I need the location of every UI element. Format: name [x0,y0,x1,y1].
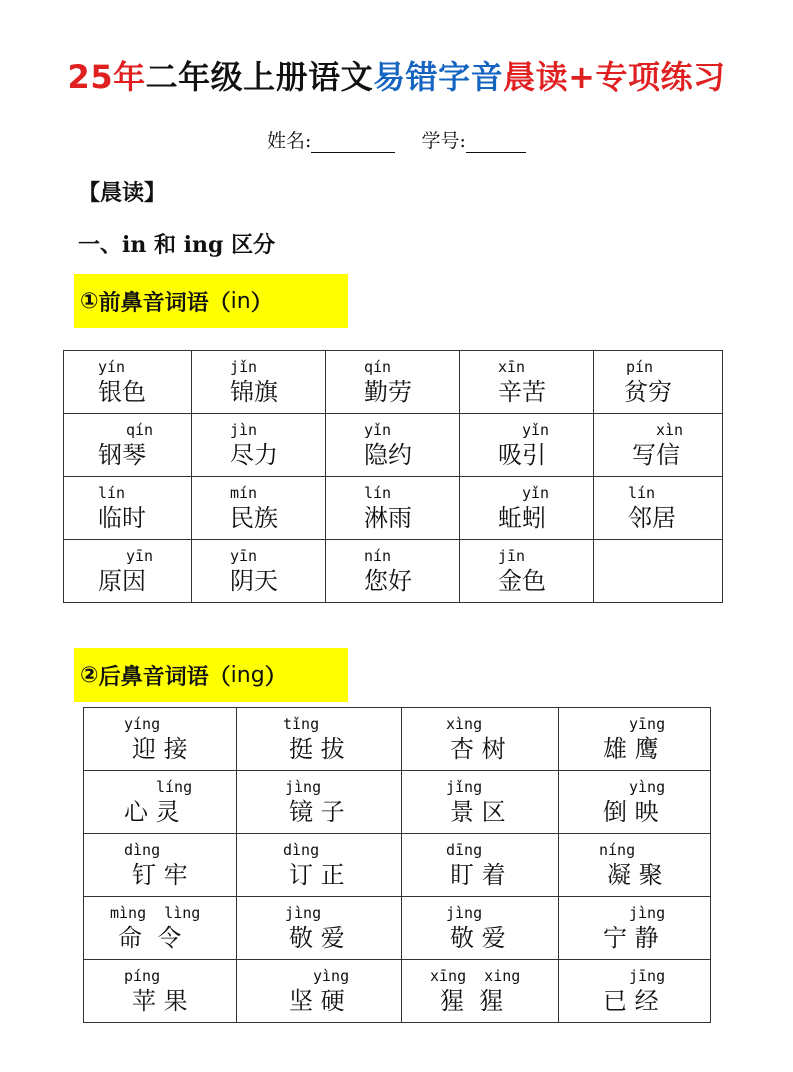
word: 淋雨 [364,504,412,532]
pinyin: jìng [285,904,322,922]
word-cell [64,414,192,477]
word: 迎 接 [132,735,188,763]
back-nasal-latin: ing [230,662,265,688]
table-row [64,351,723,414]
word: 银色 [98,378,146,406]
pinyin: jǐng [446,778,483,796]
word-cell [594,477,723,540]
pinyin: mín [230,484,258,502]
pinyin: xīn [498,358,526,376]
word-cell [402,708,559,771]
pinyin: xìn [656,421,684,439]
word-cell [402,897,559,960]
word: 隐约 [364,441,412,469]
word: 镜 子 [289,798,345,826]
word: 辛苦 [498,378,546,406]
pinyin: yíng [124,715,161,733]
word: 钉 牢 [132,861,188,889]
front-nasal-heading [74,274,348,328]
pinyin: lín [98,484,126,502]
pinyin: nín [364,547,392,565]
table-row [64,477,723,540]
circle-number-2: ② [80,662,99,688]
word: 阴天 [230,567,278,595]
title-part: 25年 [67,58,146,96]
word-cell [460,540,594,603]
pinyin: jīn [498,547,526,565]
page-title [0,52,793,98]
pinyin: yǐn [522,484,550,502]
word: 倒 映 [603,798,659,826]
word: 心 灵 [124,798,180,826]
pinyin: yǐn [364,421,392,439]
word-cell [192,351,326,414]
name-blank[interactable] [311,130,395,153]
word-cell [559,897,711,960]
word: 猩 猩 [440,987,504,1015]
word: 钢琴 [98,441,146,469]
pinyin: mìng lìng [110,904,201,922]
morning-reading-label: 【晨读】 [78,180,167,206]
word-cell [559,960,711,1023]
word: 盯 着 [450,861,506,889]
word-cell [559,708,711,771]
word-cell [326,351,460,414]
table-row [64,540,723,603]
word-cell [84,834,237,897]
pinyin: pín [626,358,654,376]
front-nasal-table [63,350,723,603]
word-cell [326,414,460,477]
word: 景 区 [450,798,506,826]
pinyin: qín [126,421,154,439]
id-label: 学号: [421,130,466,152]
pinyin: jīng [629,967,666,985]
word: 吸引 [498,441,546,469]
pinyin: líng [156,778,193,796]
word: 敬 爱 [289,924,345,952]
pinyin: yín [98,358,126,376]
id-blank[interactable] [466,130,526,153]
back-nasal-table [83,707,711,1023]
word: 贫穷 [624,378,672,406]
pinyin: jìng [285,778,322,796]
word-cell [84,771,237,834]
word: 宁 静 [603,924,659,952]
front-nasal-label: 前鼻音词语（ [98,289,231,316]
word-cell [64,351,192,414]
word: 命 令 [118,924,182,952]
word-cell [326,477,460,540]
word: 杏 树 [450,735,506,763]
pinyin: lín [364,484,392,502]
student-info-line [0,126,793,153]
word-cell [192,414,326,477]
back-nasal-close: ） [264,663,287,690]
word-cell [559,834,711,897]
pinyin: qín [364,358,392,376]
word: 尽力 [230,441,278,469]
pinyin: yǐn [522,421,550,439]
circle-number-1: ① [80,288,99,314]
title-part: 二年级上册语文 [145,58,374,96]
word: 原因 [98,567,146,595]
word: 凝 聚 [607,861,663,889]
word-cell [84,897,237,960]
title-part: 晨读+专项练习 [503,58,726,96]
word-cell [237,708,402,771]
front-nasal-close: ） [250,289,273,316]
pinyin: xìng [446,715,483,733]
pinyin: xīng xing [430,967,521,985]
word-cell [192,540,326,603]
back-nasal-heading [74,648,348,702]
word: 订 正 [289,861,345,889]
word: 锦旗 [230,378,278,406]
table-row [84,960,711,1023]
pinyin: jǐn [230,358,258,376]
word-cell [84,960,237,1023]
pinyin: píng [124,967,161,985]
word: 您好 [364,567,412,595]
pinyin: yīn [230,547,258,565]
word-cell [559,771,711,834]
word-cell [64,540,192,603]
table-row [84,771,711,834]
front-nasal-latin: in [230,288,251,314]
table-row [84,708,711,771]
word: 苹 果 [132,987,188,1015]
word: 民族 [230,504,278,532]
word: 雄 鹰 [603,735,659,763]
word: 写信 [632,441,680,469]
word-cell [192,477,326,540]
word: 坚 硬 [289,987,345,1015]
word-cell [402,771,559,834]
pinyin: yìng [313,967,350,985]
table-row [64,414,723,477]
word-cell [402,960,559,1023]
word-cell [594,540,723,603]
pinyin: yìng [629,778,666,796]
word: 已 经 [603,987,659,1015]
word-cell [237,834,402,897]
word: 挺 拔 [289,735,345,763]
table-row [84,834,711,897]
section1-heading: 一、in 和 ing 区分 [78,232,276,258]
pinyin: lín [628,484,656,502]
pinyin: jìn [230,421,258,439]
word-cell [594,351,723,414]
word: 蚯蚓 [498,504,546,532]
word-cell [402,834,559,897]
pinyin: jìng [446,904,483,922]
pinyin: tǐng [283,715,320,733]
word-cell [84,708,237,771]
word: 敬 爱 [450,924,506,952]
title-part: 易错字音 [373,58,504,96]
word: 勤劳 [364,378,412,406]
pinyin: jìng [629,904,666,922]
pinyin: yīng [629,715,666,733]
word: 临时 [98,504,146,532]
word-cell [594,414,723,477]
back-nasal-label: 后鼻音词语（ [98,663,231,690]
pinyin: dìng [283,841,320,859]
word: 金色 [498,567,546,595]
word-cell [460,477,594,540]
word-cell [326,540,460,603]
table-row [84,897,711,960]
pinyin: dīng [446,841,483,859]
word-cell [237,771,402,834]
pinyin: yīn [126,547,154,565]
word-cell [64,477,192,540]
word-cell [237,897,402,960]
pinyin: níng [599,841,636,859]
word-cell [460,414,594,477]
word-cell [237,960,402,1023]
name-label: 姓名: [267,130,312,152]
pinyin: dìng [124,841,161,859]
word-cell [460,351,594,414]
word: 邻居 [628,504,676,532]
